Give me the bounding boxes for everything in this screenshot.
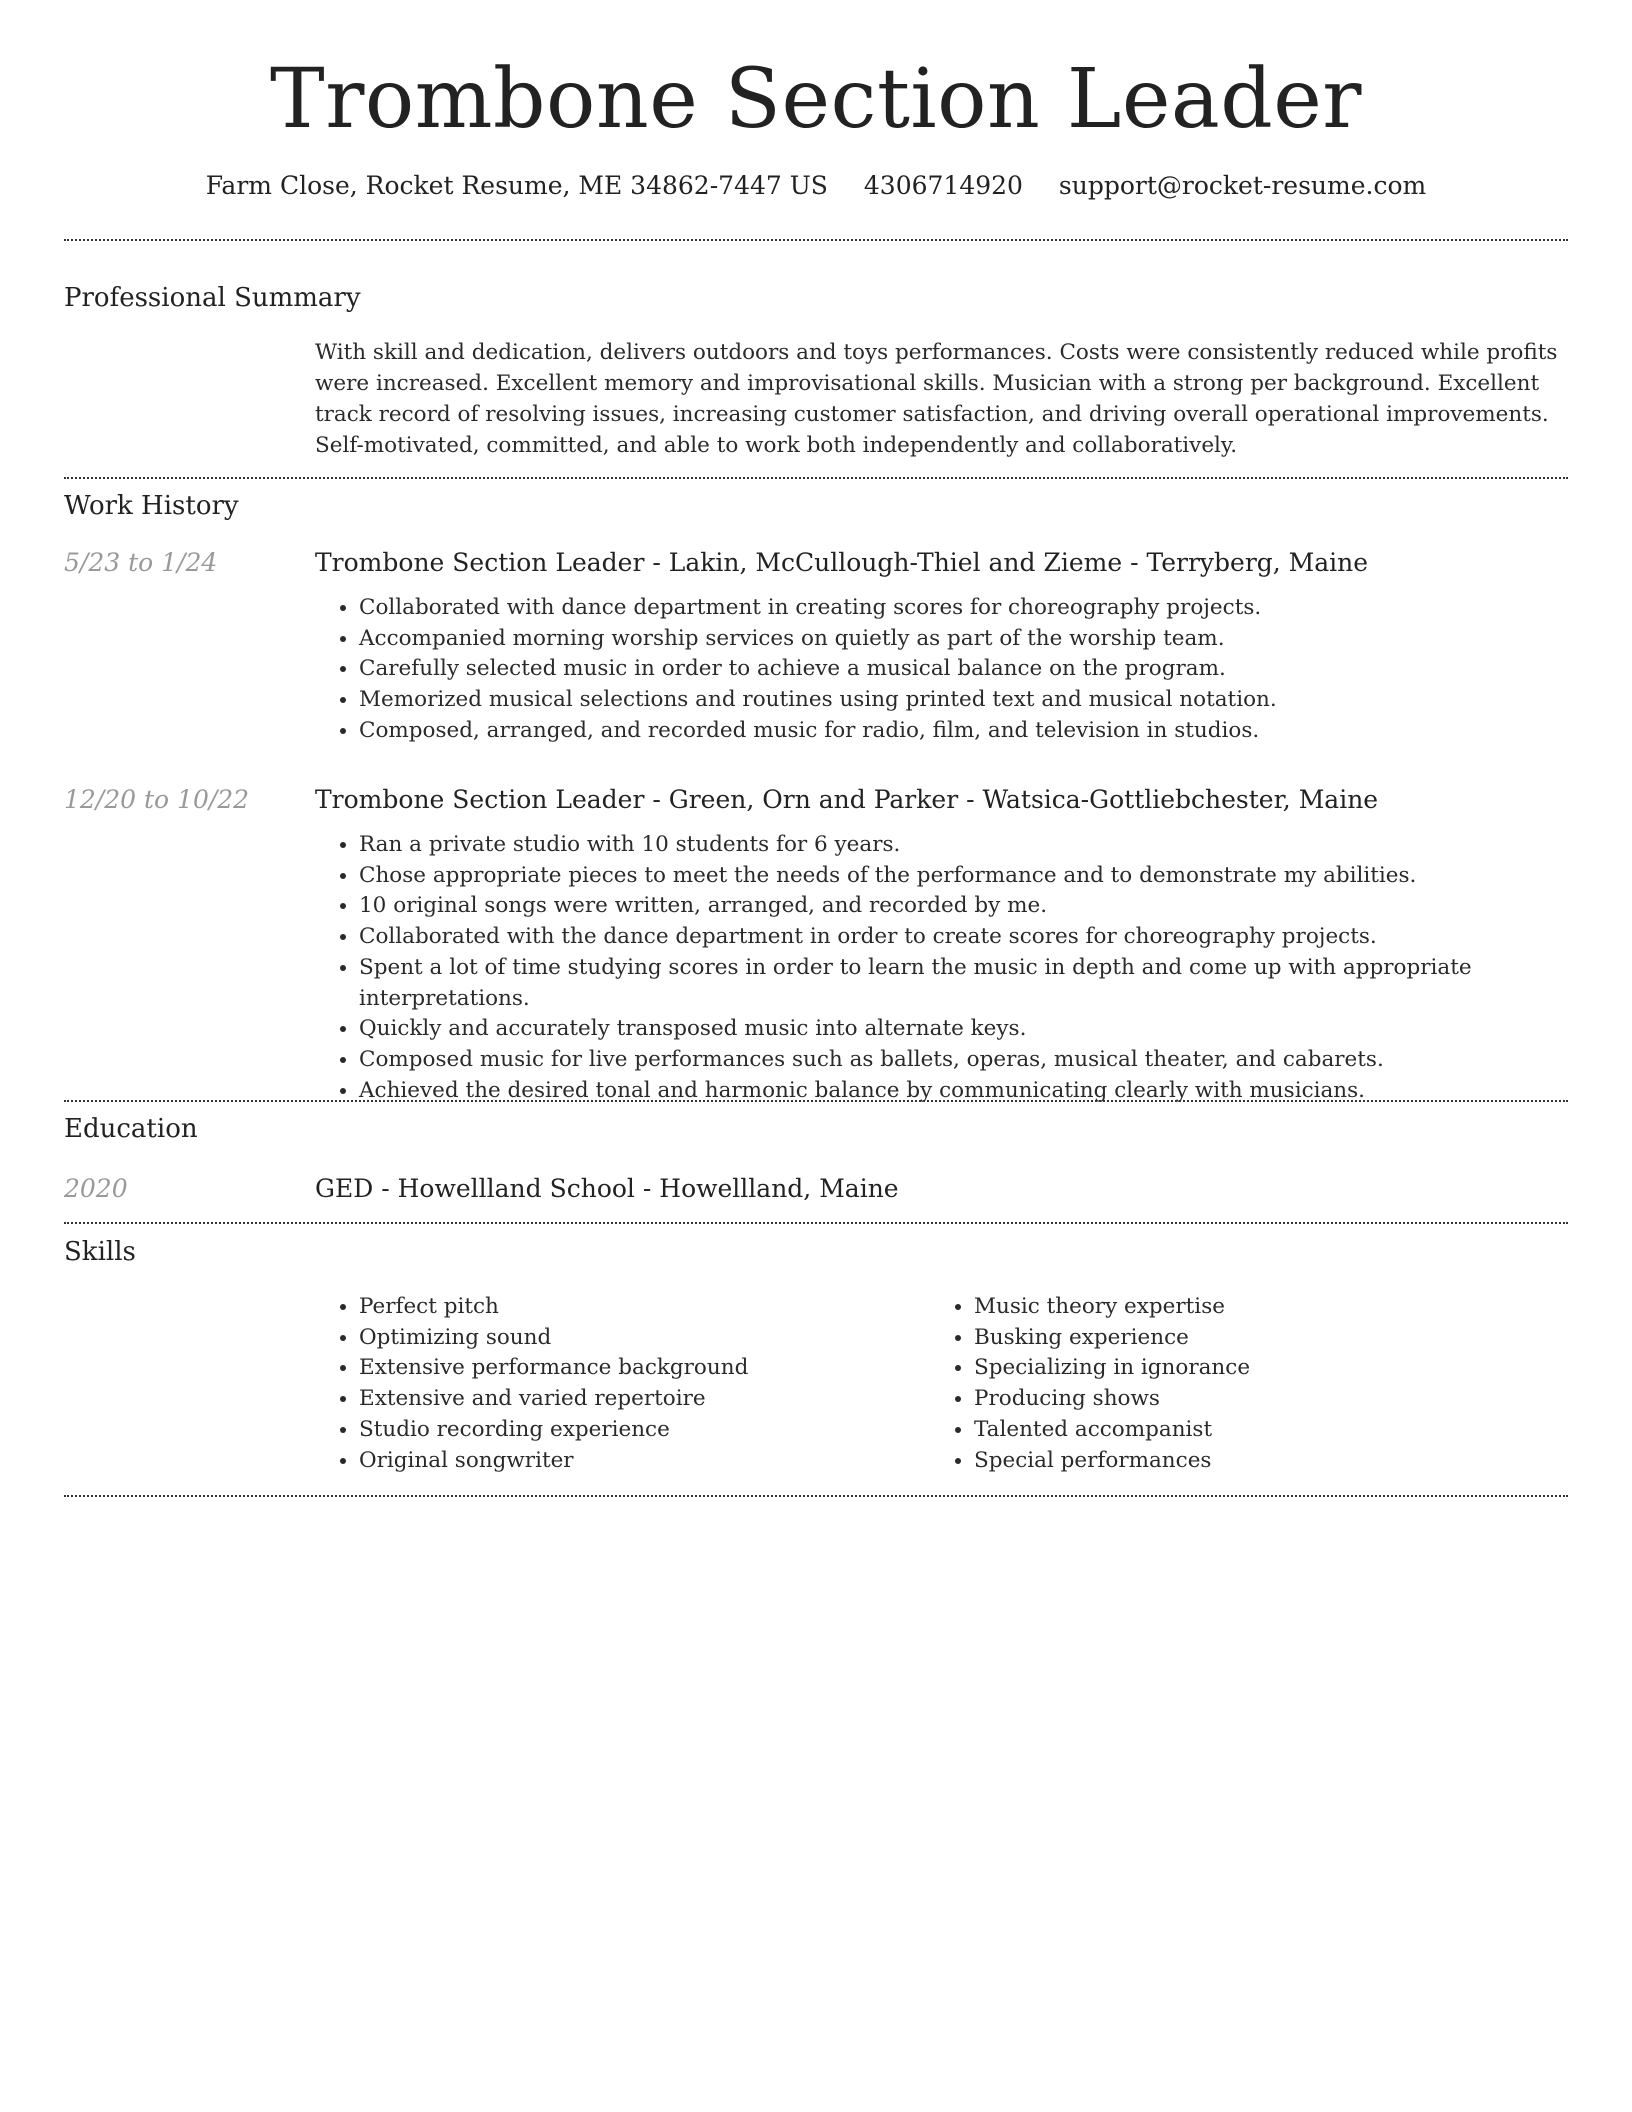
- list-item: • Achieved the desired tonal and harmonic balance by communicating clearly with musicians.: [359, 1076, 1568, 1107]
- list-item: • Accompanied morning worship services on quietly as part of the worship team.: [359, 624, 1568, 655]
- job-bullets: [315, 593, 1568, 747]
- job-entry: [315, 547, 1568, 747]
- education-heading: Education: [64, 1114, 198, 1144]
- list-item: • Composed, arranged, and recorded music for radio, film, and television in studios.: [359, 716, 1568, 747]
- skill-item: • Special performances: [974, 1446, 1530, 1477]
- work-history-heading: Work History: [64, 491, 239, 521]
- skills-column-right: [930, 1292, 1530, 1476]
- list-item: • Collaborated with dance department in creating scores for choreography projects.: [359, 593, 1568, 624]
- list-item: • Ran a private studio with 10 students for 6 years.: [359, 830, 1568, 861]
- contact-email: support@rocket-resume.com: [1058, 171, 1427, 200]
- summary-heading: Professional Summary: [64, 283, 361, 313]
- skill-item: • Extensive performance background: [359, 1353, 915, 1384]
- job-title: Trombone Section Leader - Green, Orn and Parker - Watsica-Gottliebchester, Maine: [315, 785, 1379, 814]
- skill-item: • Extensive and varied repertoire: [359, 1384, 915, 1415]
- skill-item: • Busking experience: [974, 1323, 1530, 1354]
- contact-line: [64, 170, 1568, 202]
- list-item: • Carefully selected music in order to achieve a musical balance on the program.: [359, 654, 1568, 685]
- skills-heading: Skills: [64, 1237, 136, 1267]
- skill-item: • Talented accompanist: [974, 1415, 1530, 1446]
- job-dates: 5/23 to 1/24: [64, 548, 218, 577]
- section-divider: [64, 1100, 1568, 1102]
- section-divider: [64, 1495, 1568, 1497]
- list-item: • Collaborated with the dance department in order to create scores for choreography projects.: [359, 922, 1568, 953]
- skill-item: • Studio recording experience: [359, 1415, 915, 1446]
- resume-header: [64, 52, 1568, 202]
- education-entry: GED - Howellland School - Howellland, Maine: [315, 1174, 899, 1203]
- skill-item: • Producing shows: [974, 1384, 1530, 1415]
- skill-item: • Specializing in ignorance: [974, 1353, 1530, 1384]
- skill-item: • Music theory expertise: [974, 1292, 1530, 1323]
- list-item: • Chose appropriate pieces to meet the needs of the performance and to demonstrate my abilities.: [359, 861, 1568, 892]
- contact-address: Farm Close, Rocket Resume, ME 34862-7447 US: [205, 171, 828, 200]
- skill-item: • Optimizing sound: [359, 1323, 915, 1354]
- skills-list: [315, 1292, 915, 1476]
- list-item: • Composed music for live performances such as ballets, operas, musical theater, and cabarets.: [359, 1045, 1568, 1076]
- skills-column-left: [315, 1292, 915, 1476]
- job-dates: 12/20 to 10/22: [64, 785, 250, 814]
- list-item: • Spent a lot of time studying scores in order to learn the music in depth and come up with appropriate interpretations.: [359, 953, 1568, 1014]
- summary-text: With skill and dedication, delivers outdoors and toys performances. Costs were consistently reduced while profits were increased. Excellent memory and improvisational skills. Musician with a strong per background. Excellent track record of resolving issues, increasing customer satisfaction, and driving overall operational improvements. Self-motivated, committed, and able to work both independently and collaboratively.: [315, 340, 1558, 458]
- contact-phone: 4306714920: [863, 171, 1023, 200]
- section-divider: [64, 477, 1568, 479]
- list-item: • Memorized musical selections and routines using printed text and musical notation.: [359, 685, 1568, 716]
- skills-list: [930, 1292, 1530, 1476]
- section-divider: [64, 239, 1568, 241]
- skill-item: • Original songwriter: [359, 1446, 915, 1477]
- candidate-name: Trombone Section Leader: [270, 52, 1362, 147]
- job-bullets: [315, 830, 1568, 1106]
- list-item: • 10 original songs were written, arranged, and recorded by me.: [359, 891, 1568, 922]
- job-entry: [315, 784, 1568, 1106]
- job-title: Trombone Section Leader - Lakin, McCullough-Thiel and Zieme - Terryberg, Maine: [315, 548, 1369, 577]
- section-divider: [64, 1222, 1568, 1224]
- skill-item: • Perfect pitch: [359, 1292, 915, 1323]
- education-date: 2020: [64, 1174, 128, 1203]
- list-item: • Quickly and accurately transposed music into alternate keys.: [359, 1014, 1568, 1045]
